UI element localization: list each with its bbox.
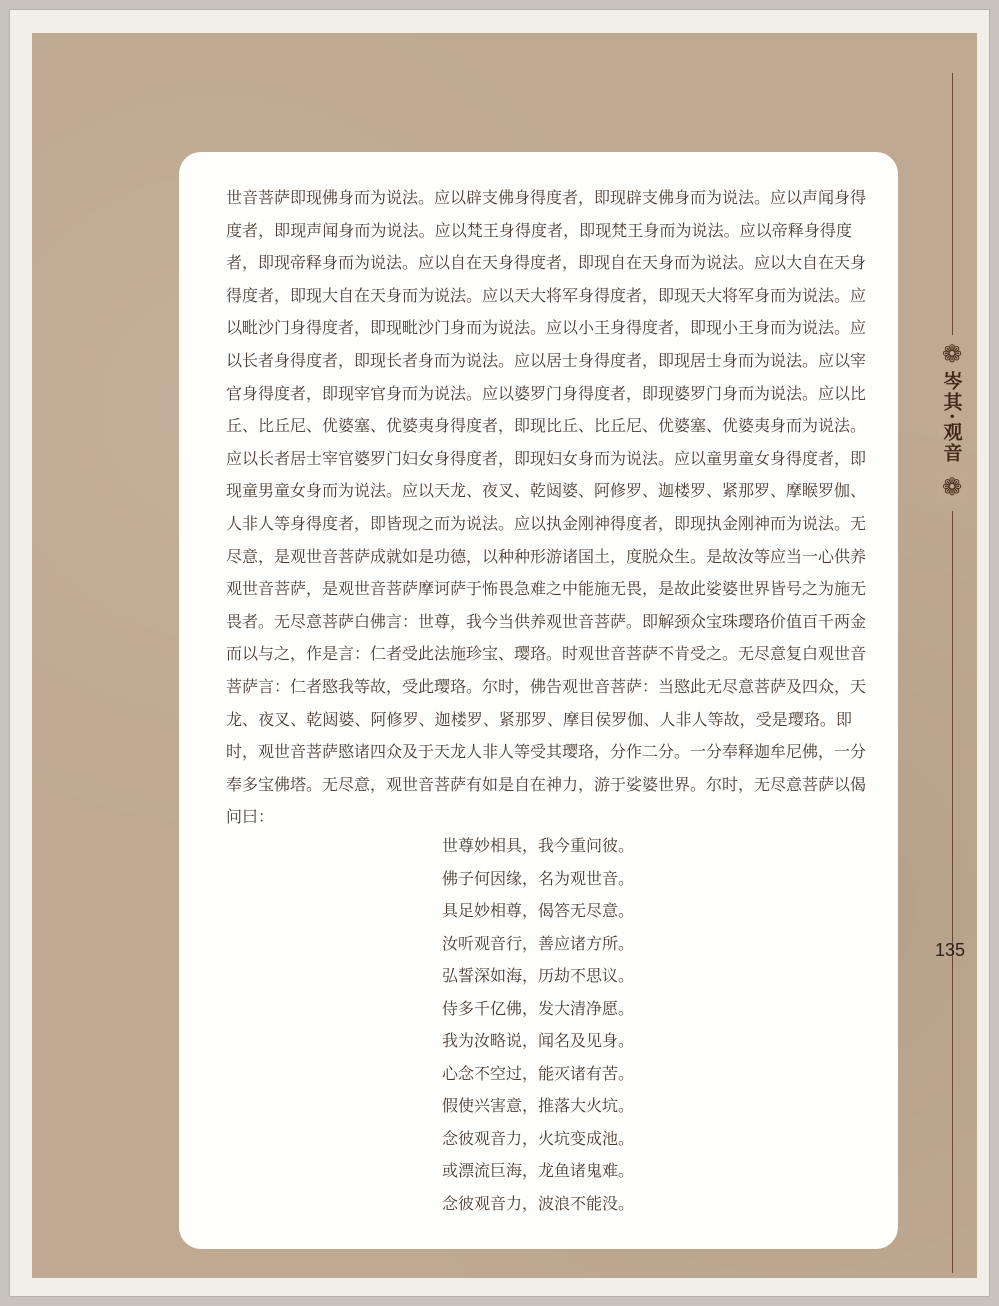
verse-line: 弘誓深如海，历劫不思议。	[442, 966, 635, 985]
lotus-flower-icon: ❁	[938, 340, 966, 368]
verse-block	[442, 830, 634, 1220]
prose-line: 现童男童女身而为说法。应以天龙、夜叉、乾闼婆、阿修罗、迦楼罗、紧那罗、摩睺罗伽、	[226, 481, 867, 501]
prose-line: 者，即现帝释身而为说法。应以自在天身得度者，即现自在天身而为说法。应以大自在天身	[226, 253, 867, 273]
verse-line: 念彼观音力，波浪不能没。	[442, 1193, 635, 1213]
prose-line: 观世音菩萨，是观世音菩萨摩诃萨于怖畏急难之中能施无畏，是故此娑婆世界皆号之为施无	[226, 579, 867, 599]
lotus-flower-icon: ❁	[938, 473, 966, 501]
prose-line: 奉多宝佛塔。无尽意，观世音菩萨有如是自在神力，游于娑婆世界。尔时，无尽意菩萨以偈	[226, 774, 867, 794]
prose-line: 菩萨言：仁者愍我等故，受此璎珞。尔时，佛告观世音菩萨：当愍此无尽意菩萨及四众，天	[226, 676, 867, 696]
verse-line: 佛子何因缘，名为观世音。	[442, 868, 635, 888]
prose-line: 而以与之，作是言：仁者受此法施珍宝、璎珞。时观世音菩萨不肯受之。无尽意复白观世音	[226, 644, 867, 664]
text-panel	[179, 152, 898, 1249]
verse-line: 念彼观音力，火坑变成池。	[442, 1128, 635, 1148]
prose-line: 度者，即现声闻身而为说法。应以梵王身得度者，即现梵王身而为说法。应以帝释身得度	[226, 220, 852, 240]
prose-line: 以毗沙门身得度者，即现毗沙门身而为说法。应以小王身得度者，即现小王身而为说法。应	[226, 318, 867, 338]
prose-line: 得度者，即现大自在天身而为说法。应以天大将军身得度者，即现天大将军身而为说法。应	[226, 285, 867, 305]
verse-line: 具足妙相尊，偈答无尽意。	[442, 901, 635, 920]
side-rule	[952, 511, 953, 1273]
prose-line: 问曰：	[226, 807, 275, 827]
prose-line: 丘、比丘尼、优婆塞、优婆夷身得度者，即现比丘、比丘尼、优婆塞、优婆夷身而为说法。	[226, 416, 867, 436]
verse-line: 世尊妙相具，我今重问彼。	[442, 836, 635, 855]
verse-line: 我为汝略说，闻名及见身。	[442, 1031, 635, 1050]
prose-line: 官身得度者，即现宰官身而为说法。应以婆罗门身得度者，即现婆罗门身而为说法。应以比	[226, 383, 867, 403]
prose-line: 龙、夜叉、乾闼婆、阿修罗、迦楼罗、紧那罗、摩目侯罗伽、人非人等故，受是璎珞。即	[226, 709, 852, 729]
prose-block	[226, 182, 867, 834]
prose-line: 尽意，是观世音菩萨成就如是功德，以种种形游诸国土，度脱众生。是故汝等应当一心供养	[226, 546, 867, 566]
prose-line: 人非人等身得度者，即皆现之而为说法。应以执金刚神得度者，即现执金刚神而为说法。无	[226, 513, 867, 533]
verse-line: 假使兴害意，推落大火坑。	[442, 1096, 635, 1115]
verse-line: 或漂流巨海，龙鱼诸鬼难。	[442, 1161, 635, 1180]
prose-line: 时，观世音菩萨愍诸四众及于天龙人非人等受其璎珞，分作二分。一分奉释迦牟尼佛，一分	[226, 742, 867, 762]
prose-line: 畏者。无尽意菩萨白佛言：世尊，我今当供养观世音菩萨。即解颈众宝珠璎珞价值百千两金	[226, 611, 867, 631]
prose-line: 应以长者居士宰官婆罗门妇女身得度者，即现妇女身而为说法。应以童男童女身得度者，即	[226, 448, 867, 468]
page-number: 135	[935, 940, 966, 960]
prose-line: 以长者身得度者，即现长者身而为说法。应以居士身得度者，即现居士身而为说法。应以宰	[226, 350, 867, 370]
running-title: 岑其·观音	[940, 371, 963, 464]
prose-line: 世音菩萨即现佛身而为说法。应以辟支佛身得度者，即现辟支佛身而为说法。应以声闻身得	[226, 188, 867, 207]
side-rule	[952, 73, 953, 335]
verse-line: 侍多千亿佛，发大清净愿。	[442, 998, 635, 1018]
verse-line: 心念不空过，能灭诸有苦。	[442, 1063, 635, 1083]
book-page	[32, 33, 977, 1278]
verse-line: 汝听观音行，善应诸方所。	[442, 933, 635, 953]
